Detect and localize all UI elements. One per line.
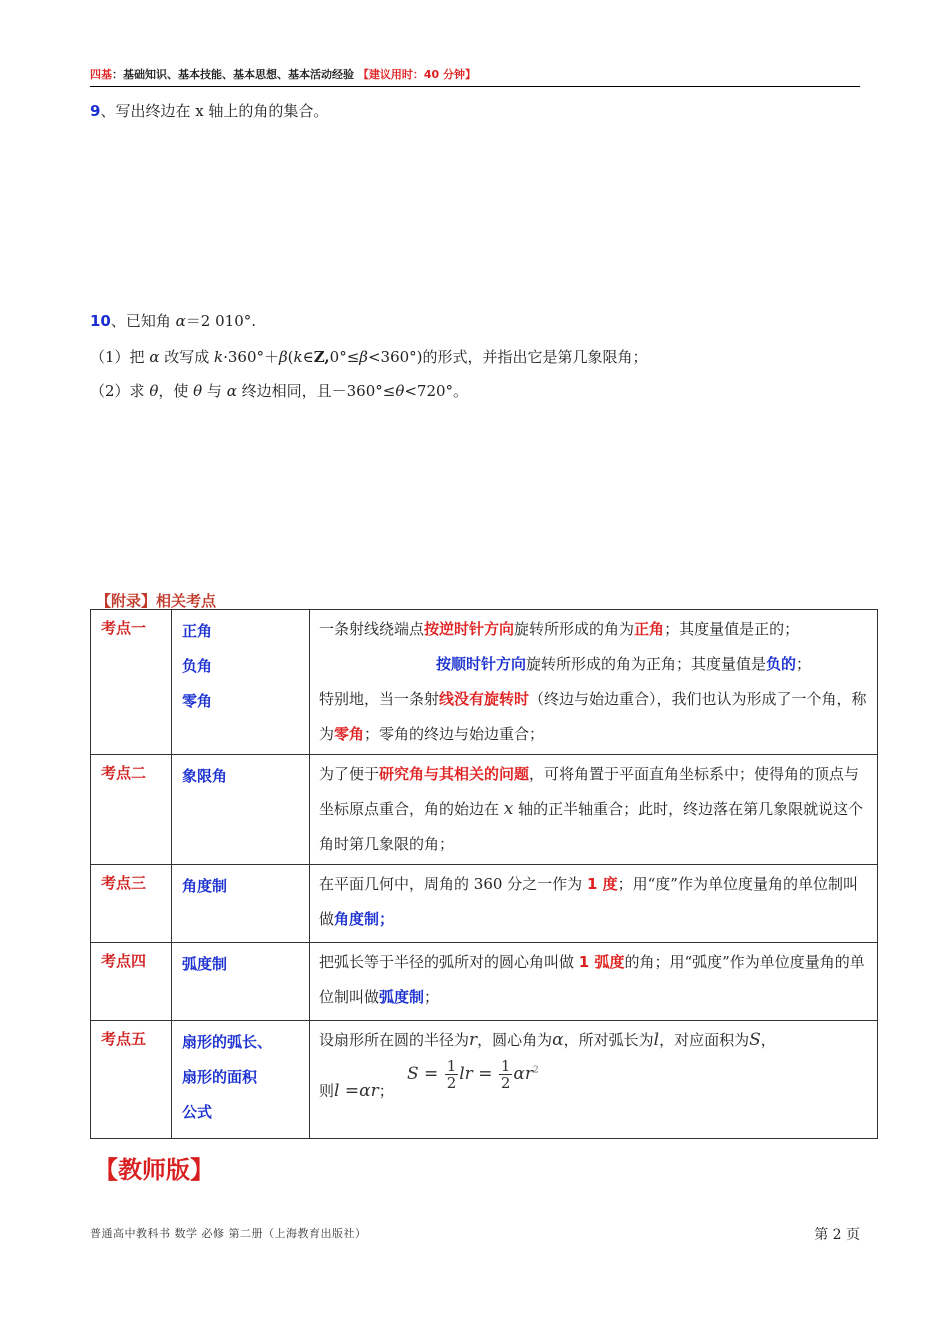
kp-text: （终边与始边重合），我们也认为形成了一个角，称为 <box>319 690 867 743</box>
p1-var: k <box>214 348 224 366</box>
kp-terms <box>172 943 310 1021</box>
kp-description <box>310 755 878 865</box>
kp-highlight: 线没有旋转时 <box>439 690 530 708</box>
denominator: 2 <box>500 1074 511 1092</box>
kp-label <box>91 755 172 865</box>
kp-text: ，所对弧长为 <box>563 1031 654 1049</box>
footer-book-title: 普通高中教科书 数学 必修 第二册（上海教育出版社） <box>90 1227 367 1240</box>
p1-text: ·360°＋ <box>223 348 279 366</box>
kp-label <box>91 610 172 755</box>
question-9 <box>90 101 328 121</box>
teacher-version-title: 【教师版】 <box>94 1156 214 1184</box>
numerator: 1 <box>446 1057 457 1075</box>
kp-term: 公式 <box>182 1103 213 1121</box>
question-10 <box>90 311 256 331</box>
fraction <box>445 1058 459 1091</box>
kp-term: 角度制 <box>182 877 228 895</box>
kp-line <box>319 612 869 647</box>
kp-highlight: 研究角与其相关的问题 <box>379 765 530 783</box>
p1-text: ∈ <box>302 348 314 366</box>
table-row <box>91 755 878 865</box>
table-row <box>91 943 878 1021</box>
kp-text: 为了便于 <box>319 765 380 783</box>
kp-terms <box>172 755 310 865</box>
question-10-part-1 <box>90 346 648 367</box>
kp-math: S <box>749 1030 761 1050</box>
kp-term: 象限角 <box>182 767 228 785</box>
kp-text: 则 <box>319 1082 335 1100</box>
formula-part: lr = <box>459 1064 493 1084</box>
kp-math: α <box>552 1030 564 1050</box>
kp-text: 轴的正半轴重合；此时，终边落在第几象限就说这个角时第几象限的角； <box>319 800 864 853</box>
question-10-part-2 <box>90 380 468 401</box>
kp-label <box>91 943 172 1021</box>
question-9-text: 、写出终边在 x 轴上的角的集合。 <box>100 102 329 120</box>
kp-text: 设扇形所在圆的半径为 <box>319 1031 470 1049</box>
kp-term: 正角 <box>182 622 213 640</box>
kp-text: 在平面几何中，周角的 360 分之一作为 <box>319 875 587 893</box>
page-header <box>90 66 860 87</box>
kp-text: ； <box>796 655 812 673</box>
p1-text: <360°)的形式，并指出它是第几象限角； <box>367 348 648 366</box>
kp-label-text: 考点四 <box>101 952 147 970</box>
kp-highlight: 正角 <box>634 620 665 638</box>
formula-prefix <box>319 1080 394 1102</box>
p2-text: <720°。 <box>404 382 469 400</box>
kp-term: 负角 <box>182 657 213 675</box>
header-text: ：基础知识、基本技能、基本思想、基本活动经验 <box>112 68 354 81</box>
kp-term: 零角 <box>182 692 213 710</box>
p1-text: （1）把 <box>90 348 150 366</box>
kp-text: 旋转所形成的角为正角；其度量值是 <box>526 655 767 673</box>
kp-text: ； <box>424 988 440 1006</box>
kp-text: ，对应面积为 <box>659 1031 750 1049</box>
p2-var: α <box>226 382 237 400</box>
kp-terms <box>172 1021 310 1139</box>
formula-line <box>319 1058 869 1108</box>
kp-highlight: 按顺时针方向 <box>436 655 527 673</box>
p1-var: α <box>149 348 160 366</box>
appendix-title: 【附录】相关考点 <box>96 592 217 610</box>
kp-highlight: 按逆时针方向 <box>424 620 515 638</box>
p1-text: ( <box>287 348 294 366</box>
kp-line <box>319 1023 869 1058</box>
key-points-table <box>90 609 878 1139</box>
sector-area-formula <box>407 1058 539 1091</box>
kp-math: x <box>503 799 514 819</box>
kp-text: ， <box>760 1031 776 1049</box>
kp-highlight: 1 弧度 <box>578 953 625 971</box>
kp-math: l <box>653 1030 660 1050</box>
kp-math: r <box>469 1030 478 1050</box>
kp-text: ；零角的终边与始边重合； <box>364 725 545 743</box>
kp-label <box>91 1021 172 1139</box>
kp-description <box>310 865 878 943</box>
kp-description <box>310 1021 878 1139</box>
p1-text: 0°≤ <box>329 348 360 366</box>
kp-highlight: 1 度 <box>586 875 618 893</box>
question-10-number: 10 <box>90 312 111 330</box>
kp-text: 特别地，当一条射 <box>319 690 440 708</box>
kp-highlight: 角度制； <box>334 910 395 928</box>
p2-var: θ <box>193 382 203 400</box>
p2-var: θ <box>149 382 159 400</box>
kp-text: ，圆心角为 <box>477 1031 553 1049</box>
kp-term: 扇形的面积 <box>182 1068 258 1086</box>
table-row <box>91 1021 878 1139</box>
kp-label-text: 考点三 <box>101 874 147 892</box>
p1-var: β <box>359 348 368 366</box>
p2-text: 终边相同，且－360°≤ <box>236 382 396 400</box>
p2-text: （2）求 <box>90 382 150 400</box>
kp-text: ；用“度”作为单位度量角的单位制叫做 <box>319 875 858 928</box>
table-row <box>91 865 878 943</box>
denominator: 2 <box>446 1074 457 1092</box>
kp-highlight: 零角 <box>334 725 365 743</box>
footer-page-number: 第 2 页 <box>814 1227 860 1243</box>
header-time: 【建议用时：40 分钟】 <box>357 68 476 81</box>
kp-description <box>310 610 878 755</box>
kp-text: 把弧长等于半径的弧所对的圆心角叫做 <box>319 953 579 971</box>
numerator: 1 <box>500 1057 511 1075</box>
kp-text: 的角；用“弧度”作为单位度量角的单位制叫做 <box>319 953 865 1006</box>
kp-text: 旋转所形成的角为 <box>514 620 635 638</box>
kp-line <box>319 682 869 752</box>
kp-term: 弧度制 <box>182 955 228 973</box>
p2-text: ，使 <box>158 382 194 400</box>
kp-label-text: 考点二 <box>101 764 147 782</box>
kp-text: ；其度量值是正的； <box>664 620 800 638</box>
p2-var: θ <box>395 382 405 400</box>
kp-term: 扇形的弧长、 <box>182 1033 273 1051</box>
table-row <box>91 610 878 755</box>
p2-text: 与 <box>202 382 227 400</box>
kp-text: 一条射线绕端点 <box>319 620 425 638</box>
kp-highlight: 负的 <box>766 655 797 673</box>
formula-part: αr <box>513 1064 534 1084</box>
formula-part: S = <box>407 1064 439 1084</box>
header-tag: 四基 <box>90 68 112 81</box>
q10-text: 、已知角 <box>110 312 176 330</box>
kp-label-text: 考点一 <box>101 619 147 637</box>
q10-alpha: α <box>175 312 186 330</box>
p1-var: β <box>279 348 288 366</box>
question-9-number: 9 <box>90 102 101 120</box>
exponent: 2 <box>533 1065 539 1076</box>
kp-terms <box>172 610 310 755</box>
p1-text: 改写成 <box>159 348 214 366</box>
p1-set: Z, <box>313 348 330 366</box>
kp-label-text: 考点五 <box>101 1030 147 1048</box>
arc-length-formula: l =αr <box>334 1081 379 1101</box>
p1-var: k <box>293 348 303 366</box>
kp-label <box>91 865 172 943</box>
kp-terms <box>172 865 310 943</box>
q10-value: ＝2 010°. <box>185 312 257 330</box>
fraction <box>499 1058 513 1091</box>
kp-text: ； <box>378 1082 394 1100</box>
kp-line <box>319 647 869 682</box>
kp-text: ，可将角置于平面直角坐标系中；使得角的顶点与坐标原点重合，角的始边在 <box>319 765 860 818</box>
kp-description <box>310 943 878 1021</box>
kp-highlight: 弧度制 <box>379 988 425 1006</box>
